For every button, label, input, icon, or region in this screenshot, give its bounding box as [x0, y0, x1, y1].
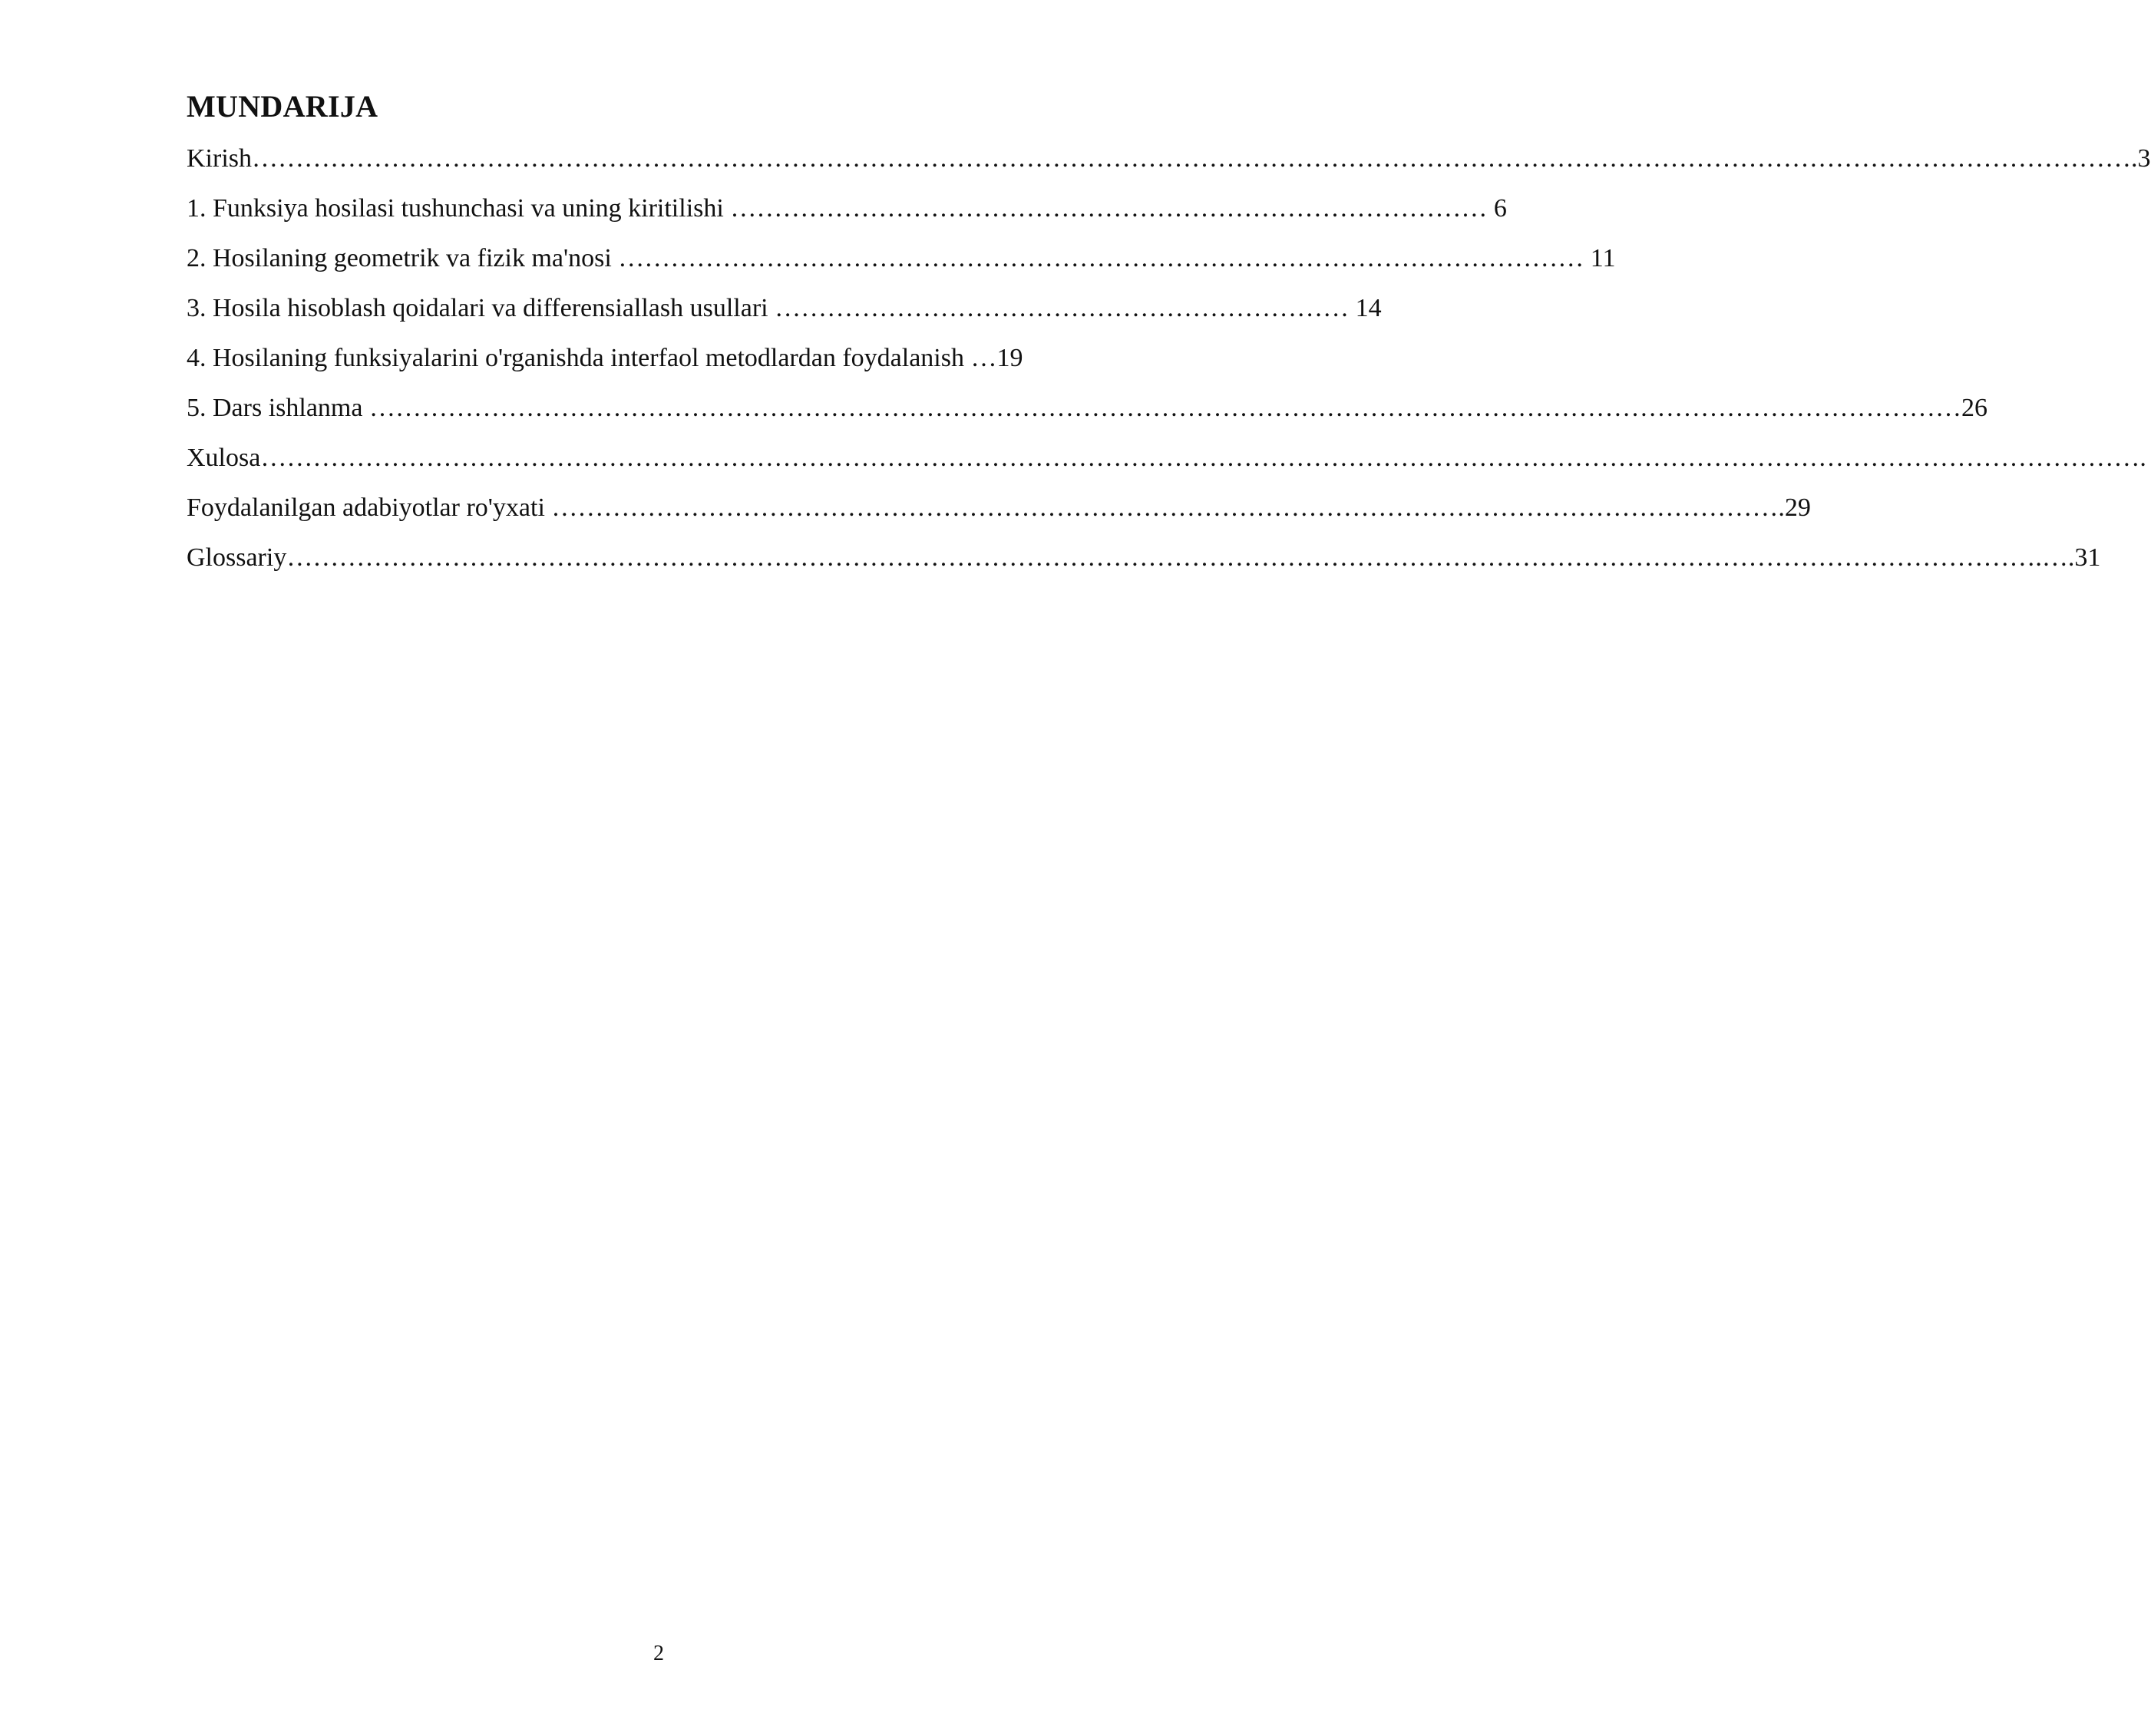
- toc-entry-glossary: Glossariy………………………………………………………………………………………………………………………………………………………………………………….….31: [187, 543, 2101, 572]
- toc-entry-chapter-3: 3. Hosila hisoblash qoidalari va differensiallash usullari ………………………………………………………… 14: [187, 294, 1382, 322]
- toc-entry-chapter-2: 2. Hosilaning geometrik va fizik ma'nosi ………………………………………………………………………………………………… 11: [187, 244, 1616, 272]
- page-number: 2: [653, 1642, 664, 1665]
- toc-entry-introduction: Kirish……………………………………………………………………………………………………………………………………………………………………………………………….3: [187, 144, 2151, 173]
- toc-entry-chapter-4: 4. Hosilaning funksiyalarini o'rganishda interfaol metodlardan foydalanish …19: [187, 344, 1023, 372]
- toc-entry-chapter-5: 5. Dars ishlanma …………………………………………………………………………………………………………………………………………………………………26: [187, 394, 1987, 422]
- toc-entry-chapter-1: 1. Funksiya hosilasi tushunchasi va uning kiritilishi …………………………………………………………………………… 6: [187, 194, 1507, 223]
- toc-list: [187, 134, 2151, 583]
- toc-entry-conclusion: Xulosa……………………………………………………………………………………………………………………………………………………………………………………………….: [187, 444, 2146, 472]
- toc-entry-references: Foydalanilgan adabiyotlar ro'yxati …………………………………………………………………………………………………………………………….29: [187, 493, 1811, 522]
- toc-title: MUNDARIJA: [187, 89, 378, 124]
- table-of-contents: [187, 86, 2151, 583]
